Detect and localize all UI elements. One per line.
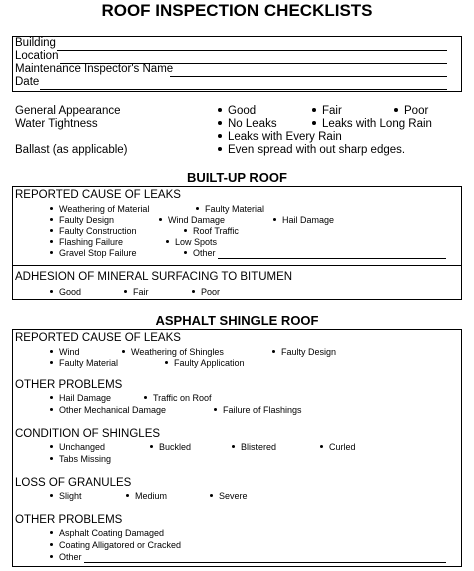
water-option[interactable]: No Leaks	[218, 118, 277, 130]
inspector-field[interactable]	[170, 76, 447, 77]
bullet-icon	[184, 251, 187, 254]
bullet-icon	[210, 494, 213, 497]
adhesion-heading: ADHESION OF MINERAL SURFACING TO BITUMEN	[15, 271, 293, 283]
adhesion-option[interactable]: Good	[50, 287, 81, 297]
cause-option[interactable]: Roof Traffic	[184, 226, 239, 236]
problem-option[interactable]: Other Mechanical Damage	[50, 405, 166, 415]
water-option[interactable]: Leaks with Long Rain	[312, 118, 432, 130]
water-tightness-label: Water Tightness	[15, 118, 98, 130]
bullet-icon	[272, 350, 275, 353]
problem-option-other[interactable]: Other	[50, 552, 82, 562]
bullet-icon	[122, 350, 125, 353]
bullet-icon	[50, 396, 53, 399]
date-label: Date	[15, 76, 40, 88]
cause-option[interactable]: Gravel Stop Failure	[50, 248, 137, 258]
bullet-icon	[232, 445, 235, 448]
cause-option[interactable]: Weathering of Material	[50, 204, 149, 214]
cause-option[interactable]: Faulty Construction	[50, 226, 137, 236]
bullet-icon	[320, 445, 323, 448]
bullet-icon	[50, 457, 53, 460]
bullet-icon	[50, 543, 53, 546]
bullet-icon	[196, 207, 199, 210]
bullet-icon	[218, 121, 222, 125]
bullet-icon	[126, 494, 129, 497]
cause-option[interactable]: Faulty Design	[272, 347, 336, 357]
cause-option[interactable]: Faulty Material	[196, 204, 264, 214]
bullet-icon	[50, 361, 53, 364]
bullet-icon	[159, 218, 162, 221]
cause-option[interactable]: Weathering of Shingles	[122, 347, 224, 357]
cause-option[interactable]: Wind	[50, 347, 80, 357]
bullet-icon	[50, 445, 53, 448]
bullet-icon	[166, 240, 169, 243]
building-label: Building	[15, 37, 56, 49]
loss-option[interactable]: Medium	[126, 491, 167, 501]
water-option[interactable]: Leaks with Every Rain	[218, 131, 342, 143]
other-problems-heading: OTHER PROBLEMS	[15, 379, 123, 391]
bullet-icon	[144, 396, 147, 399]
bullet-icon	[312, 108, 316, 112]
bullet-icon	[50, 240, 53, 243]
adhesion-option[interactable]: Poor	[192, 287, 220, 297]
cause-option[interactable]: Low Spots	[166, 237, 217, 247]
appearance-option[interactable]: Poor	[394, 105, 428, 117]
problem-option[interactable]: Hail Damage	[50, 393, 111, 403]
ballast-option[interactable]: Even spread with out sharp edges.	[218, 144, 405, 156]
bullet-icon	[50, 350, 53, 353]
bullet-icon	[218, 134, 222, 138]
problem-option[interactable]: Failure of Flashings	[214, 405, 302, 415]
builtup-causes-heading: REPORTED CAUSE OF LEAKS	[15, 189, 181, 201]
bullet-icon	[214, 408, 217, 411]
problem-option[interactable]: Coating Alligatored or Cracked	[50, 540, 181, 550]
bullet-icon	[50, 494, 53, 497]
condition-option[interactable]: Buckled	[150, 442, 191, 452]
bullet-icon	[218, 147, 222, 151]
condition-option[interactable]: Tabs Missing	[50, 454, 111, 464]
loss-option[interactable]: Severe	[210, 491, 248, 501]
asphalt-other-field[interactable]	[84, 562, 446, 563]
appearance-option[interactable]: Good	[218, 105, 256, 117]
cause-option[interactable]: Flashing Failure	[50, 237, 123, 247]
builtup-other-field[interactable]	[218, 258, 446, 259]
condition-option[interactable]: Unchanged	[50, 442, 105, 452]
cause-option[interactable]: Wind Damage	[159, 215, 225, 225]
general-appearance-label: General Appearance	[15, 105, 121, 117]
builtup-title: BUILT-UP ROOF	[187, 170, 287, 185]
other-problems-heading-2: OTHER PROBLEMS	[15, 514, 123, 526]
cause-option-other[interactable]: Other	[184, 248, 216, 258]
bullet-icon	[165, 361, 168, 364]
bullet-icon	[192, 290, 195, 293]
loss-heading: LOSS OF GRANULES	[15, 477, 132, 489]
bullet-icon	[50, 251, 53, 254]
bullet-icon	[184, 229, 187, 232]
adhesion-option[interactable]: Fair	[124, 287, 149, 297]
bullet-icon	[312, 121, 316, 125]
cause-option[interactable]: Faulty Application	[165, 358, 245, 368]
page-title: ROOF INSPECTION CHECKLISTS	[101, 1, 373, 20]
appearance-option[interactable]: Fair	[312, 105, 342, 117]
bullet-icon	[150, 445, 153, 448]
bullet-icon	[50, 555, 53, 558]
location-label: Location	[15, 50, 59, 62]
divider	[12, 265, 462, 266]
inspector-label: Maintenance Inspector's Name	[15, 63, 174, 75]
cause-option[interactable]: Hail Damage	[273, 215, 334, 225]
condition-option[interactable]: Blistered	[232, 442, 276, 452]
cause-option[interactable]: Faulty Design	[50, 215, 114, 225]
bullet-icon	[50, 531, 53, 534]
ballast-label: Ballast (as applicable)	[15, 144, 128, 156]
bullet-icon	[50, 218, 53, 221]
condition-heading: CONDITION OF SHINGLES	[15, 428, 161, 440]
date-field[interactable]	[40, 89, 447, 90]
bullet-icon	[124, 290, 127, 293]
building-field[interactable]	[57, 50, 447, 51]
condition-option[interactable]: Curled	[320, 442, 356, 452]
bullet-icon	[50, 290, 53, 293]
asphalt-causes-heading: REPORTED CAUSE OF LEAKS	[15, 332, 181, 344]
bullet-icon	[218, 108, 222, 112]
bullet-icon	[50, 229, 53, 232]
bullet-icon	[394, 108, 398, 112]
bullet-icon	[50, 207, 53, 210]
cause-option[interactable]: Faulty Material	[50, 358, 118, 368]
problem-option[interactable]: Traffic on Roof	[144, 393, 212, 403]
asphalt-title: ASPHALT SHINGLE ROOF	[155, 313, 319, 328]
loss-option[interactable]: Slight	[50, 491, 82, 501]
bullet-icon	[50, 408, 53, 411]
problem-option[interactable]: Asphalt Coating Damaged	[50, 528, 164, 538]
bullet-icon	[273, 218, 276, 221]
